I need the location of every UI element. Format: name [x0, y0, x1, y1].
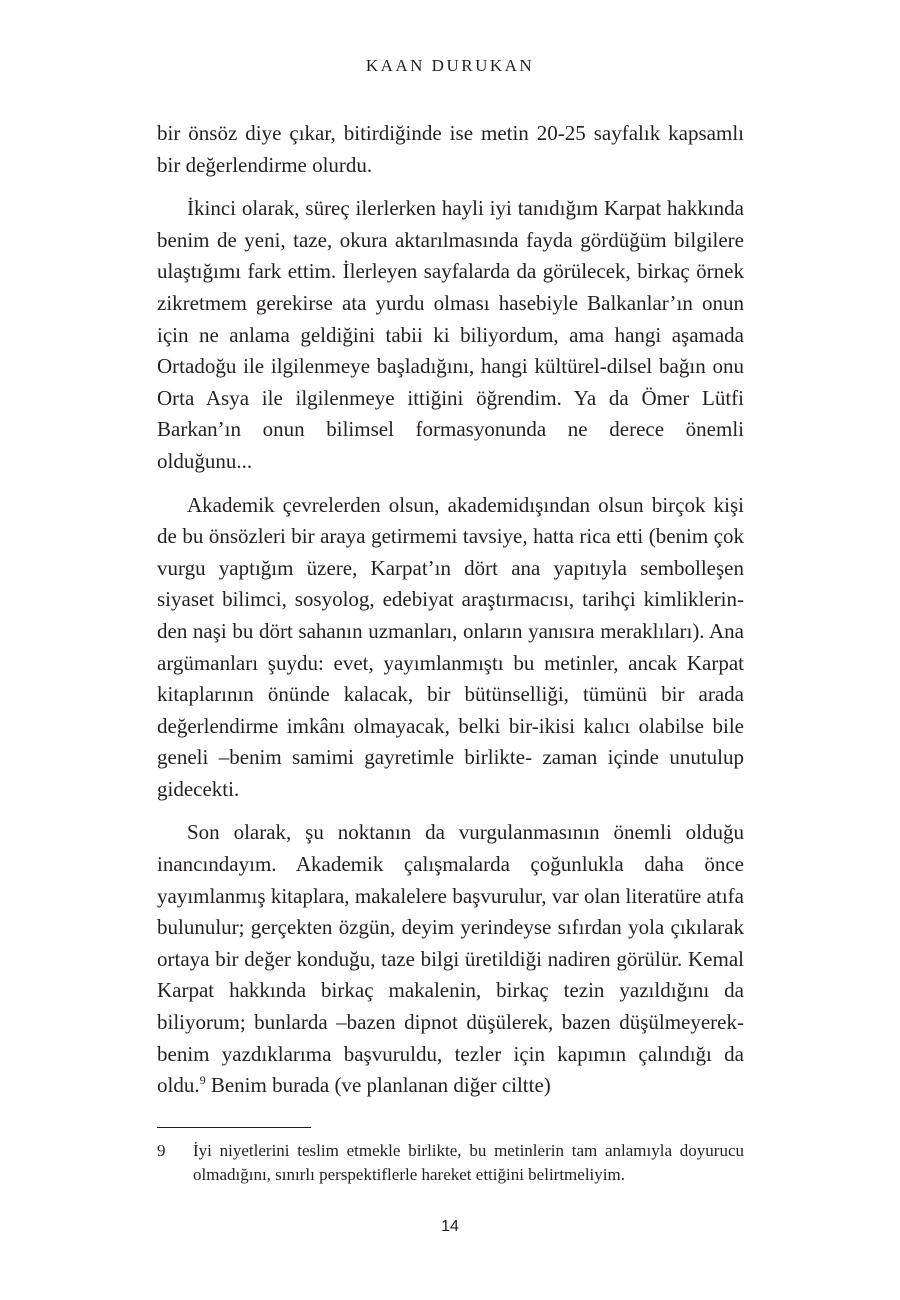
paragraph-1: bir önsöz diye çıkar, bitirdiğinde ise metin 20-25 sayfalık kapsamlı bir değerlendirme olurdu. [157, 121, 744, 177]
running-head: KAAN DURUKAN [365, 56, 535, 75]
footnote-reference[interactable]: 9 [199, 1073, 206, 1088]
paragraph-2: İkinci olarak, süreç ilerlerken hayli iyi tanıdığım Karpat hakkında benim de yeni, taze, okura aktarılmasında fayda gördüğüm bilgilere ulaştığımı fark ettim. İlerleyen sayfalarda da görülecek, birkaç örnek zikretmem gerekirse ata yurdu olması hasebiyle Balkanlar’ın onun için ne anlama geldiğini tabii ki biliyordum, ama hangi aşamada Ortadoğu ile ilgilenmeye başladığını, hangi kültürel-dilsel bağın onu Orta Asya ile ilgilenmeye ittiğini öğrendim. Ya da Ömer Lütfi Barkan’ın onun bilimsel formasyonunda ne derece önemli olduğunu... [157, 196, 744, 473]
footnote [157, 1139, 744, 1187]
footnote-text: İyi niyetlerini teslim etmekle birlikte, bu metinlerin tam anlamıyla doyurucu olmadığını, sınırlı perspektiflerle hareket ettiğini belirtmeliyim. [193, 1141, 744, 1184]
paragraph-4-text: Son olarak, şu noktanın da vurgulanmasının önemli olduğu inancındayım. Akademik çalışmalarda çoğunlukla daha önce yayımlanmış kitaplara, makalelere başvurulur, var olan literatüre atıfa bulunulur; gerçekten özgün, deyim yerindeyse sıfırdan yola çıkılarak ortaya bir değer konduğu, taze bilgi üretildiği nadiren görülür. Kemal Karpat hakkında birkaç makalenin, birkaç tezin yazıldığını da biliyorum; bunlarda –bazen dipnot düşülerek, bazen düşülmeyerek- benim yazdıklarıma başvuruldu, tezler için kapımın çalındığı da oldu. [157, 820, 744, 1098]
page-number: 14 [441, 1218, 459, 1235]
footnote-number: 9 [157, 1141, 166, 1160]
paragraph-4-tail: Benim burada (ve planlanan diğer ciltte) [205, 1073, 551, 1098]
body-text [157, 118, 744, 1102]
footnote-divider [157, 1127, 311, 1128]
paragraph-3: Akademik çevrelerden olsun, akademidışından olsun birçok kişi de bu önsözleri bir araya getirmemi tavsiye, hatta rica etti (benim çok vurgu yaptığım üzere, Karpat’ın dört ana yapıtıyla sembolleşen siyaset bilimci, sosyolog, edebiyat araştırmacısı, tarihçi kimliklerinden naşi bu dört sahanın uzmanları, onların yanısıra meraklıları). Ana argümanları şuydu: evet, yayımlanmıştı bu metinler, ancak Karpat kitaplarının önünde kalacak, bir bütünselliği, tümünü bir arada değerlendirme imkânı olmayacak, belki bir-ikisi kalıcı olabilse bile geneli –benim samimi gayretimle birlikte- zaman içinde unutulup gidecekti. [157, 492, 744, 801]
paragraph-4 [157, 817, 744, 1101]
